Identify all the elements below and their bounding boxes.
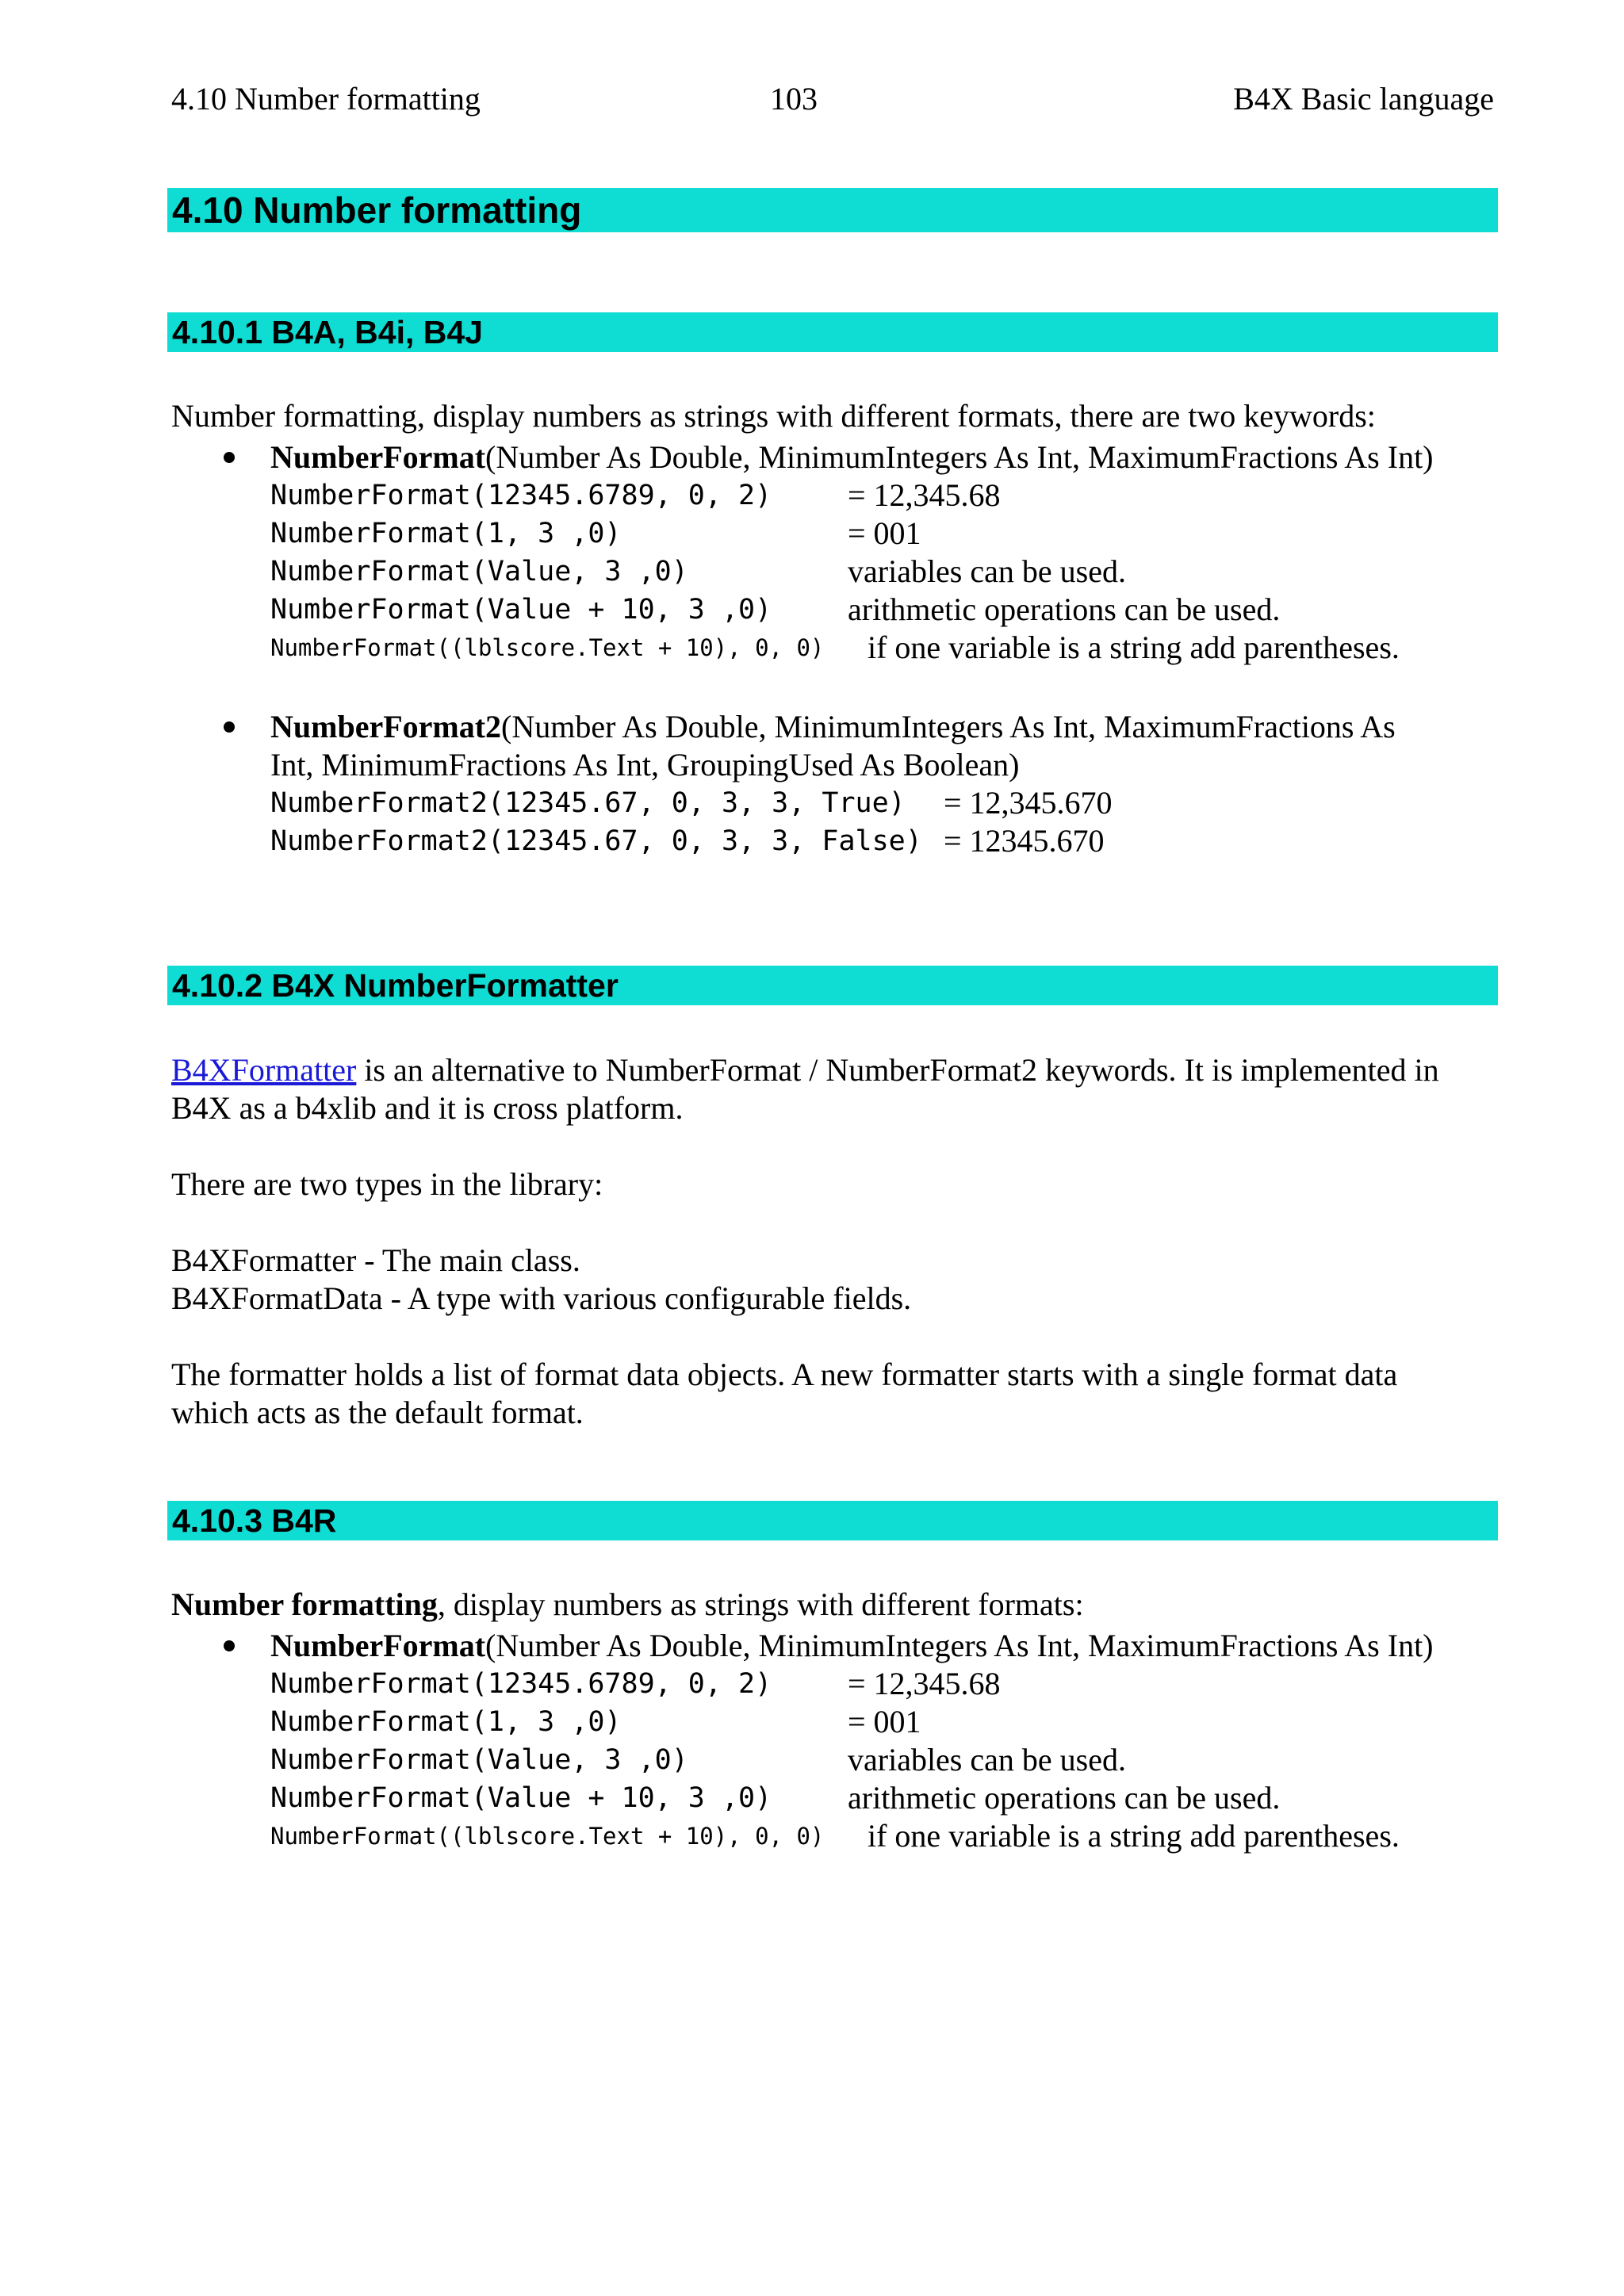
code-line: NumberFormat(Value, 3 ,0) [270, 1744, 688, 1776]
code-line: NumberFormat(12345.6789, 0, 2) [270, 480, 772, 511]
running-header [171, 79, 1494, 119]
numberformat2-signature-cont: Int, MinimumFractions As Int, GroupingUsed As Boolean) [270, 747, 1020, 783]
code-result: arithmetic operations can be used. [848, 591, 1281, 627]
paragraph: There are two types in the library: [171, 1166, 603, 1202]
header-section-title: 4.10 Number formatting [171, 81, 481, 117]
section-heading-4-10-2: 4.10.2 B4X NumberFormatter [167, 966, 1498, 1005]
paragraph: B4XFormatter is an alternative to NumberFormat / NumberFormat2 keywords. It is implemented in [171, 1052, 1439, 1088]
paragraph-line: which acts as the default format. [171, 1395, 584, 1430]
code-line: NumberFormat(Value + 10, 3 ,0) [270, 1782, 772, 1814]
numberformat-signature: NumberFormat(Number As Double, MinimumIntegers As Int, MaximumFractions As Int) [270, 1628, 1434, 1663]
section-heading-4-10-1: 4.10.1 B4A, B4i, B4J [167, 312, 1498, 352]
paragraph: The formatter holds a list of format data objects. A new formatter starts with a single format data [171, 1357, 1398, 1392]
code-line: NumberFormat(12345.6789, 0, 2) [270, 1668, 772, 1700]
code-line: NumberFormat2(12345.67, 0, 3, 3, False) [270, 825, 922, 857]
code-line: NumberFormat((lblscore.Text + 10), 0, 0) [270, 634, 825, 661]
code-line: NumberFormat(Value, 3 ,0) [270, 556, 688, 587]
page-number: 103 [770, 81, 818, 117]
code-line: NumberFormat((lblscore.Text + 10), 0, 0) [270, 1823, 825, 1850]
section-heading-4-10-3: 4.10.3 B4R [167, 1501, 1498, 1540]
code-result: variables can be used. [848, 553, 1126, 589]
bullet-icon [224, 721, 235, 733]
code-line: NumberFormat(Value + 10, 3 ,0) [270, 594, 772, 626]
code-result: = 001 [848, 1704, 921, 1739]
section-heading-4-10: 4.10 Number formatting [167, 188, 1498, 232]
numberformat2-signature: NumberFormat2(Number As Double, MinimumIntegers As Int, MaximumFractions As [270, 709, 1396, 744]
code-result: = 12345.670 [944, 823, 1105, 859]
code-result: = 12,345.68 [848, 1666, 1001, 1701]
b4xformatter-link[interactable]: B4XFormatter [171, 1052, 357, 1088]
header-book-title: B4X Basic language [1233, 81, 1494, 117]
paragraph: B4XFormatter - The main class. [171, 1242, 580, 1278]
paragraph-line: B4XFormatData - A type with various configurable fields. [171, 1280, 912, 1316]
code-result: = 001 [848, 515, 921, 551]
paragraph-line: B4X as a b4xlib and it is cross platform. [171, 1090, 684, 1126]
code-result: if one variable is a string add parentheses. [868, 1818, 1400, 1854]
code-result: arithmetic operations can be used. [848, 1780, 1281, 1816]
code-result: if one variable is a string add parentheses. [868, 629, 1400, 665]
code-result: variables can be used. [848, 1742, 1126, 1777]
code-result: = 12,345.670 [944, 785, 1113, 821]
bullet-icon [224, 1640, 235, 1651]
code-line: NumberFormat(1, 3 ,0) [270, 1706, 622, 1738]
code-line: NumberFormat2(12345.67, 0, 3, 3, True) [270, 787, 906, 819]
numberformat-signature: NumberFormat(Number As Double, MinimumIntegers As Int, MaximumFractions As Int) [270, 439, 1434, 475]
intro-paragraph: Number formatting, display numbers as strings with different formats: [171, 1586, 1084, 1622]
bullet-icon [224, 452, 235, 463]
code-result: = 12,345.68 [848, 477, 1001, 513]
intro-paragraph: Number formatting, display numbers as strings with different formats, there are two keywords: [171, 398, 1376, 434]
code-line: NumberFormat(1, 3 ,0) [270, 518, 622, 549]
